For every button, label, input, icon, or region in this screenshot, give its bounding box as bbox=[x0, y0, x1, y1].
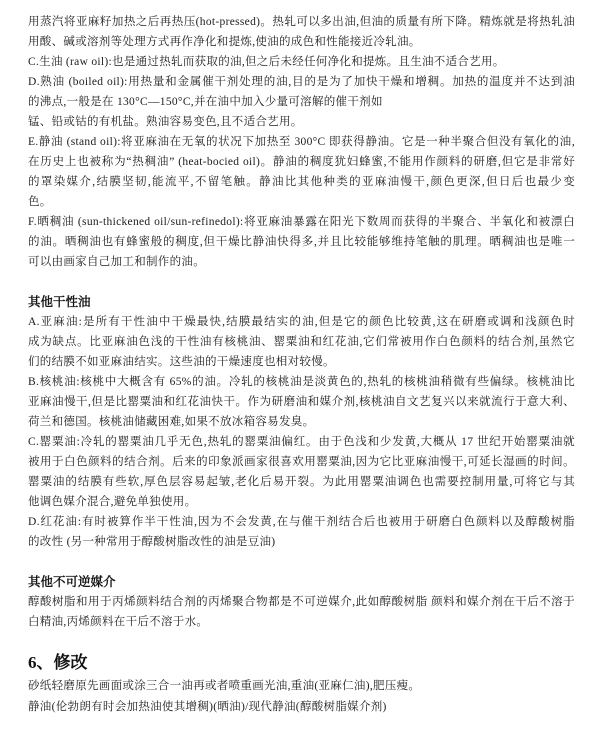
text-line: 被用于白色颜料的结合剂。后来的印象派画家很喜欢用罂粟油,因为它比亚麻油慢干,可延长湿画的时间。 bbox=[28, 456, 575, 468]
text-line: 砂纸轻磨原先画面或涂三合一油再或者喷重画光油,重油(亚麻仁油),肥压瘦。 bbox=[28, 680, 421, 692]
text-line: 的沸点,一般是在 130°C—150°C,并在油中加入少量可溶解的催干剂如 bbox=[28, 96, 383, 108]
text-line: D.熟油 (boiled oil):用热量和金属催干剂处理的油,目的是为了加快干燥和增稠。加热的温度并不达到油 bbox=[28, 76, 575, 88]
text-line: 他调色媒介混合,避免单独使用。 bbox=[28, 496, 197, 508]
paragraph-drying-oils bbox=[28, 312, 575, 552]
text-line: D.红花油:有时被算作半干性油,因为不会发黄,在与催干剂结合后也被用于研磨白色颜料以及醇酸树脂 bbox=[28, 516, 575, 528]
heading-other-drying-oils: 其他干性油 bbox=[28, 295, 91, 309]
text-line: 亚麻油慢干,但是比罂粟油和红花油快干。作为研磨油和媒介剂,核桃油自文艺复兴以来就流行于意大利、 bbox=[28, 396, 575, 408]
text-line: 荷兰和德国。核桃油储藏困难,如果不放冰箱容易发臭。 bbox=[28, 416, 315, 428]
text-line: C.生油 (raw oil):也是通过热轧而获取的油,但之后未经任何净化和提炼。且生油不适合艺用。 bbox=[28, 56, 505, 68]
text-line: A.亚麻油:是所有干性油中干燥最快,结膜最结实的油,但是它的颜色比较黄,这在研磨或调和浅颜色时 bbox=[28, 316, 575, 328]
heading-revision: 6、修改 bbox=[28, 653, 88, 672]
text-line: B.核桃油:核桃中大概含有 65%的油。冷轧的核桃油是淡黄色的,热轧的核桃油稍微有些偏绿。核桃油比 bbox=[28, 376, 575, 388]
text-line: 色。 bbox=[28, 196, 52, 208]
text-line: 的油。晒稠油也有蜂蜜般的稠度,但干燥比静油快得多,并且比较能够维持笔触的肌理。晒稠油也是唯一 bbox=[28, 236, 575, 248]
heading-irreversible-media: 其他不可逆媒介 bbox=[28, 575, 116, 589]
text-line: 醇酸树脂和用于丙烯颜料结合剂的丙烯聚合物都是不可逆媒介,此如醇酸树脂 颜料和媒介剂在干后不溶于 bbox=[28, 596, 575, 608]
text-line: 的改性 (另一种常用于醇酸树脂改性的油是豆油) bbox=[28, 536, 276, 548]
text-line: 静油(伦勃朗有时会加热油使其增稠)(晒油)/现代静油(醇酸树脂媒介剂) bbox=[28, 701, 387, 713]
paragraph-irreversible-media bbox=[28, 592, 575, 632]
paragraph-oil-processing bbox=[28, 12, 575, 272]
text-line: 白精油,丙烯颜料在干后不溶于水。 bbox=[28, 616, 209, 628]
text-line: C.罂粟油:冷轧的罂粟油几乎无色,热轧的罂粟油偏红。由于色浅和少发黄,大概从 17 世纪开始罂粟油就 bbox=[28, 436, 575, 448]
text-line: 罂粟油的结膜有些软,厚色层容易起皱,老化后易开裂。为此用罂粟油调色也需要控制用量,可将它与其 bbox=[28, 476, 575, 488]
paragraph-revision bbox=[28, 676, 575, 718]
text-line: F.晒稠油 (sun-thickened oil/sun-refinedol):将亚麻油暴露在阳光下数周而获得的半聚合、半氧化和被漂白 bbox=[28, 216, 575, 228]
text-line: 用蒸汽将亚麻籽加热之后再热压(hot-pressed)。热轧可以多出油,但油的质量有所下降。精炼就是将热轧油 bbox=[28, 16, 575, 28]
text-line: 的罩染媒介,结膜坚韧,能流平,不留笔触。静油比其他种类的亚麻油慢干,颜色更深,但日后也最少变 bbox=[28, 176, 575, 188]
text-line: E.静油 (stand oil):将亚麻油在无氧的状况下加热至 300°C 即获得静油。它是一种半聚合但没有氧化的油, bbox=[28, 136, 575, 148]
text-line: 在历史上也被称为“热稠油” (heat-bocied oil)。静油的稠度犹妇蜂蜜,不能用作颜料的研磨,但它是非常好 bbox=[28, 156, 575, 168]
text-line: 成为缺点。比亚麻油色浅的干性油有核桃油、罂粟油和红花油,它们常被用作白色颜料的结合剂,虽然它 bbox=[28, 336, 575, 348]
text-line: 可以由画家自己加工和制作的油。 bbox=[28, 256, 205, 268]
text-line: 们的结膜不如亚麻油结实。这些油的干燥速度也相对较慢。 bbox=[28, 356, 335, 368]
text-line: 锰、铅或钴的有机盐。熟油容易变色,且不适合艺用。 bbox=[28, 116, 303, 128]
text-line: 用酸、碱或溶剂等处理方式再作净化和提炼,使油的成色和性能接近冷轧油。 bbox=[28, 36, 421, 48]
